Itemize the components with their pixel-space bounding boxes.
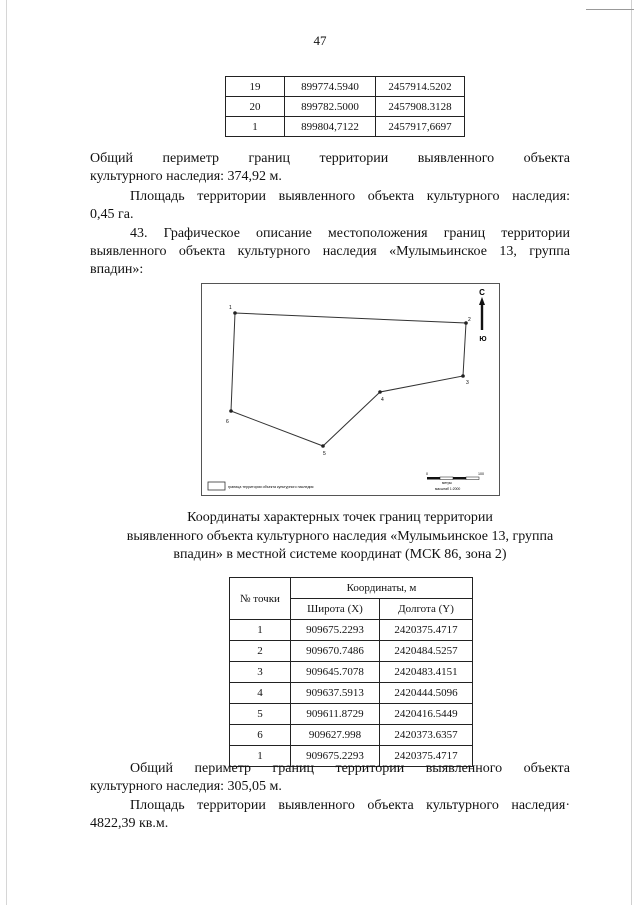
- point-marker-1: [233, 311, 237, 315]
- north-label: С: [479, 288, 485, 297]
- table-cell-longitude: 2420444.5096: [380, 683, 473, 704]
- legend-swatch: [208, 482, 225, 490]
- point-marker-6: [229, 409, 233, 413]
- table-cell-point: 4: [230, 683, 291, 704]
- table-row: [230, 641, 473, 662]
- scale-units: метры: [442, 481, 452, 485]
- scale-bar-segment-3: [453, 477, 466, 480]
- coordinates-table: [229, 577, 473, 767]
- page-edge-right: [631, 0, 632, 905]
- table-cell-latitude: 909675.2293: [291, 746, 380, 767]
- point-marker-4: [378, 390, 382, 394]
- perimeter-1-line-2: культурного наследия: 374,92 м.: [90, 169, 282, 184]
- table-cell-latitude: 909670.7486: [291, 641, 380, 662]
- table-cell-point: 6: [230, 725, 291, 746]
- perimeter-2-line-2: культурного наследия: 305,05 м.: [90, 779, 282, 794]
- scale-end: 100: [478, 472, 484, 476]
- table-row: [226, 97, 465, 117]
- item-43-line-1: 43. Графическое описание местоположения границ территории: [130, 226, 570, 241]
- table-row: [230, 662, 473, 683]
- item-43-line-3: впадин»:: [90, 262, 144, 277]
- scale-ratio: масштаб 1:2000: [435, 487, 461, 491]
- header-latitude: Широта (X): [291, 599, 380, 620]
- table-row: [230, 683, 473, 704]
- boundary-map-svg: [202, 284, 499, 495]
- point-label-6: 6: [226, 419, 229, 425]
- table-cell-latitude: 899782.5000: [285, 97, 376, 117]
- table-cell-longitude: 2420375.4717: [380, 620, 473, 641]
- header-point-number: № точки: [230, 578, 291, 620]
- point-label-1: 1: [229, 305, 232, 311]
- point-label-5: 5: [323, 451, 326, 457]
- header-longitude: Долгота (Y): [380, 599, 473, 620]
- top-coordinates-table: [225, 76, 465, 137]
- table-cell-point: 5: [230, 704, 291, 725]
- point-marker-3: [461, 374, 465, 378]
- table-cell-point: 19: [226, 77, 285, 97]
- table-row: [230, 725, 473, 746]
- table-cell-point: 2: [230, 641, 291, 662]
- table-cell-latitude: 909675.2293: [291, 620, 380, 641]
- point-marker-5: [321, 444, 325, 448]
- caption-line-2: выявленного объекта культурного наследия «Мулымьинское 13, группа: [126, 529, 554, 544]
- table-cell-latitude: 909645.7078: [291, 662, 380, 683]
- item-43-line-2: выявленного объекта культурного наследия «Мулымьинское 13, группа: [90, 244, 570, 259]
- top-rule: [586, 9, 634, 10]
- table-cell-longitude: 2457917,6697: [376, 117, 465, 137]
- table-cell-latitude: 909637.5913: [291, 683, 380, 704]
- table-cell-point: 1: [230, 746, 291, 767]
- area-1-line-1: Площадь территории выявленного объекта культурного наследия:: [130, 189, 570, 204]
- table-cell-longitude: 2420375.4717: [380, 746, 473, 767]
- north-arrow-icon: [479, 297, 485, 305]
- table-cell-longitude: 2420373.6357: [380, 725, 473, 746]
- caption-line-3: впадин» в местной системе координат (МСК 86, зона 2): [173, 547, 507, 562]
- table-cell-latitude: 899804,7122: [285, 117, 376, 137]
- table-cell-point: 1: [226, 117, 285, 137]
- caption-line-1: Координаты характерных точек границ территории: [187, 510, 493, 525]
- table-cell-latitude: 909627.998: [291, 725, 380, 746]
- table-cell-point: 3: [230, 662, 291, 683]
- boundary-map: [201, 283, 500, 496]
- area-2-line-2: 4822,39 кв.м.: [90, 816, 169, 831]
- area-1-line-2: 0,45 га.: [90, 207, 134, 222]
- coordinates-table-body: [230, 620, 473, 767]
- table-cell-longitude: 2420484.5257: [380, 641, 473, 662]
- table-cell-point: 20: [226, 97, 285, 117]
- table-row: [226, 117, 465, 137]
- table-cell-point: 1: [230, 620, 291, 641]
- table-cell-latitude: 909611.8729: [291, 704, 380, 725]
- scale-bar-segment-4: [466, 477, 479, 480]
- point-label-4: 4: [381, 397, 384, 403]
- table-row: [230, 620, 473, 641]
- point-label-2: 2: [468, 317, 471, 323]
- header-coordinates: Координаты, м: [291, 578, 473, 599]
- table-cell-longitude: 2457908.3128: [376, 97, 465, 117]
- north-arrow-shaft: [481, 304, 483, 330]
- table-cell-longitude: 2420483.4151: [380, 662, 473, 683]
- scale-bar-segment-1: [427, 477, 440, 480]
- area-2-line-1: Площадь территории выявленного объекта культурного наследия·: [130, 798, 570, 813]
- table-cell-longitude: 2420416.5449: [380, 704, 473, 725]
- perimeter-2-line-1: Общий периметр границ территории выявленного объекта: [130, 761, 570, 776]
- page-edge-left: [6, 0, 7, 905]
- scale-bar-segment-2: [440, 477, 453, 480]
- boundary-polygon: [231, 313, 466, 446]
- scale-start: 0: [426, 472, 428, 476]
- page-number: 47: [313, 33, 327, 48]
- table-cell-longitude: 2457914.5202: [376, 77, 465, 97]
- point-label-3: 3: [466, 380, 469, 386]
- table-row: [226, 77, 465, 97]
- perimeter-1-line-1: Общий периметр границ территории выявленного объекта: [90, 151, 570, 166]
- south-label: Ю: [479, 336, 487, 343]
- table-row: [230, 704, 473, 725]
- table-cell-latitude: 899774.5940: [285, 77, 376, 97]
- top-table-body: [226, 77, 465, 137]
- legend-text: граница территории объекта культурного наследия: [228, 485, 314, 489]
